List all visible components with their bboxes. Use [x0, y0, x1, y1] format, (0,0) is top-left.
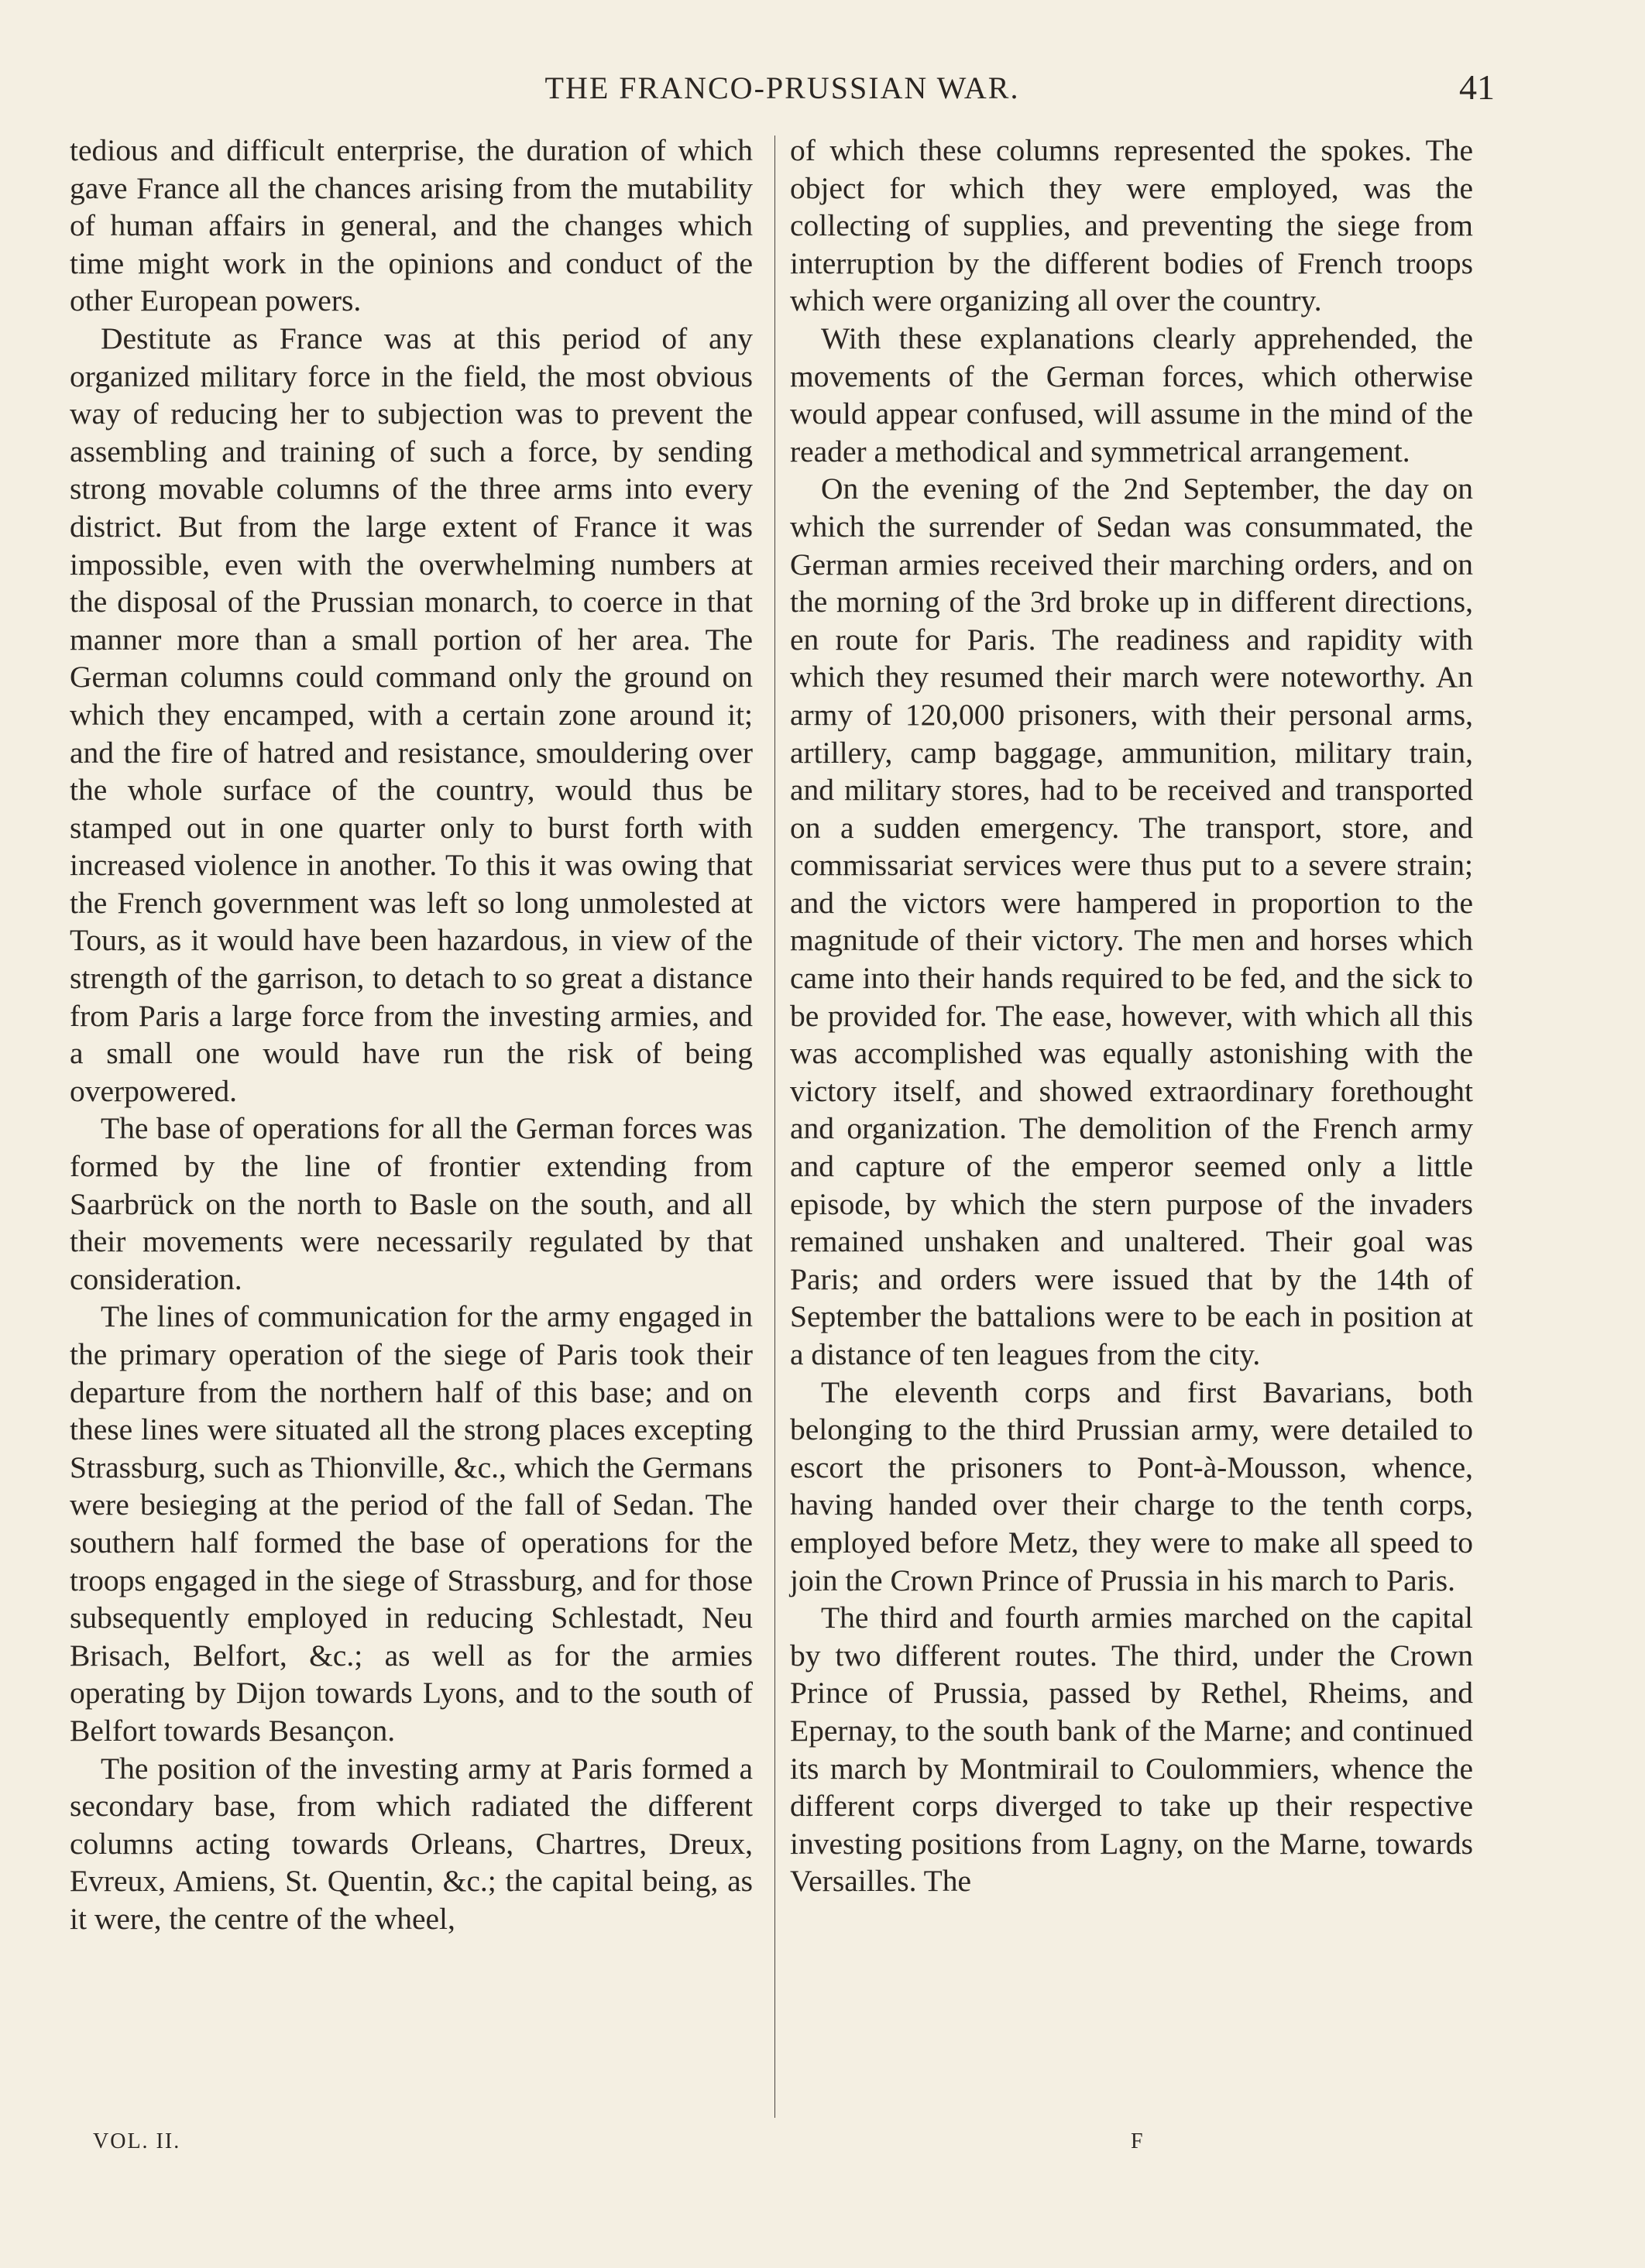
- right-column: [790, 132, 1473, 1900]
- paragraph: of which these columns represented the spokes. The object for which they were employed, was the collecting of supplies, and preventing the siege from interruption by the different bodies of French troops which were organizing all over the country.: [790, 133, 1473, 318]
- volume-signature: VOL. II.: [93, 2129, 181, 2153]
- page-header: [70, 67, 1495, 116]
- paragraph: The position of the investing army at Paris formed a secondary base, from which radiated the different columns acting towards Orleans, Chartres, Dreux, Evreux, Amiens, St. Quentin, &c.; the capital being, as it were, the centre of the wheel,: [70, 1751, 753, 1936]
- paragraph: The eleventh corps and first Bavarians, both belonging to the third Prussian army, were detailed to escort the prisoners to Pont-à-Mousson, whence, having handed over their charge to the tenth corps, employed before Metz, they were to make all speed to join the Crown Prince of Prussia in his march to Paris.: [790, 1374, 1473, 1597]
- running-title: THE FRANCO-PRUSSIAN WAR.: [544, 70, 1020, 105]
- paragraph: The lines of communication for the army engaged in the primary operation of the siege of Paris took their departure from the northern half of this base; and on these lines were situated all the strong places excepting Strassburg, such as Thionville, &c., which the Germans were besieging at the period of the fall of Sedan. The southern half formed the base of operations for the troops engaged in the siege of Strassburg, and for those subsequently employed in reducing Schlestadt, Neu Brisach, Belfort, &c.; as well as for the armies operating by Dijon towards Lyons, and to the south of Belfort towards Besançon.: [70, 1299, 753, 1748]
- left-column: [70, 132, 753, 1938]
- paragraph: The base of operations for all the German forces was formed by the line of frontier extending from Saarbrück on the north to Basle on the south, and all their movements were necessarily regulated by that consideration.: [70, 1111, 753, 1296]
- column-divider: [774, 136, 775, 2118]
- paragraph: On the evening of the 2nd September, the day on which the surrender of Sedan was consummated, the German armies received their marching orders, and on the morning of the 3rd broke up in different directions, en route for Paris. The readiness and rapidity with which they resumed their march were noteworthy. An army of 120,000 prisoners, with their personal arms, artillery, camp baggage, ammunition, military train, and military stores, had to be received and transported on a sudden emergency. The transport, store, and commissariat services were thus put to a severe strain; and the victors were hampered in proportion to the magnitude of their victory. The men and horses which came into their hands required to be fed, and the sick to be provided for. The ease, however, with which all this was accomplished was equally astonishing with the victory itself, and showed extraordinary forethought and organization. The demolition of the French army and capture of the emperor seemed only a little episode, by which the stern purpose of the invaders remained unshaken and unaltered. Their goal was Paris; and orders were issued that by the 14th of September the battalions were to be each in position at a distance of ten leagues from the city.: [790, 472, 1473, 1371]
- page-footer: [70, 2129, 1495, 2168]
- paragraph: With these explanations clearly apprehended, the movements of the German forces, which otherwise would appear confused, will assume in the mind of the reader a methodical and symmetrical arrangement.: [790, 321, 1473, 468]
- page-number: 41: [1459, 67, 1495, 107]
- paragraph: Destitute as France was at this period of any organized military force in the field, the most obvious way of reducing her to subjection was to prevent the assembling and training of such a force, by sending strong movable columns of the three arms into every district. But from the large extent of France it was impossible, even with the overwhelming numbers at the disposal of the Prussian monarch, to coerce in that manner more than a small portion of her area. The German columns could command only the ground on which they encamped, with a certain zone around it; and the fire of hatred and resistance, smouldering over the whole surface of the country, would thus be stamped out in one quarter only to burst forth with increased violence in another. To this it was owing that the French government was left so long unmolested at Tours, as it would have been hazardous, in view of the strength of the garrison, to detach to so great a distance from Paris a large force from the investing armies, and a small one would have run the risk of being overpowered.: [70, 321, 753, 1108]
- paragraph: The third and fourth armies marched on the capital by two different routes. The third, under the Crown Prince of Prussia, passed by Rethel, Rheims, and Epernay, to the south bank of the Marne; and continued its march by Montmirail to Coulommiers, whence the different corps diverged to take up their respective investing positions from Lagny, on the Marne, towards Versailles. The: [790, 1601, 1473, 1899]
- paragraph: tedious and difficult enterprise, the duration of which gave France all the chances arising from the mutability of human affairs in general, and the changes which time might work in the opinions and conduct of the other European powers.: [70, 133, 753, 318]
- signature-letter: F: [1131, 2129, 1143, 2153]
